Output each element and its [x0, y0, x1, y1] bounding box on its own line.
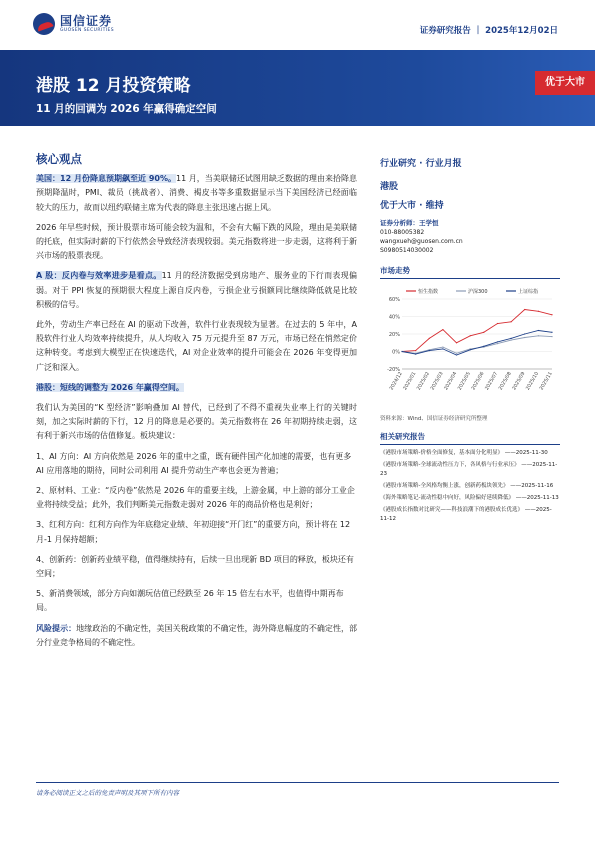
- legend-label: 沪深300: [468, 289, 488, 295]
- y-tick-label: 40%: [388, 314, 400, 321]
- x-tick-label: 2025/01: [403, 371, 418, 392]
- data-point: [524, 333, 525, 334]
- lead-risk: 风险提示：: [36, 623, 77, 633]
- related-heading: 相关研究报告: [380, 431, 560, 445]
- related-report-item[interactable]: 《港股市场策略-全球流动性压力下，各风格与行业承压》 ——2025-11-23: [380, 462, 558, 477]
- analyst-email: wangxueh@guosen.com.cn: [380, 238, 463, 245]
- data-point: [442, 329, 443, 330]
- chart-svg: [380, 283, 560, 408]
- x-tick-label: 2025/11: [539, 371, 554, 392]
- x-tick-label: 2025/10: [525, 371, 541, 392]
- section-title: 核心观点: [36, 152, 82, 166]
- page-header: [0, 0, 595, 46]
- lead-us: 美国：12 月份降息预期飙至近 90%。: [36, 174, 177, 184]
- legend-label: 上证综指: [518, 289, 539, 295]
- x-tick-label: 2025/03: [430, 371, 445, 392]
- rating-maintain: 优于大市 · 维持: [380, 201, 444, 211]
- series-line: [402, 336, 552, 354]
- chart-heading: 市场走势: [380, 265, 560, 279]
- data-point: [456, 353, 457, 354]
- bullet-dividend: 3、红利方向：红利方向作为年底稳定业绩、年初迎接“开门红”的重要方向，预计将在 12 月-1 月保持超额；: [36, 520, 351, 544]
- x-tick-label: 2025/06: [471, 371, 486, 392]
- y-tick-label: 20%: [388, 332, 400, 338]
- paragraph-us: [36, 172, 357, 215]
- footer-divider: [36, 782, 559, 783]
- data-point: [429, 350, 430, 351]
- data-point: [483, 346, 484, 347]
- data-point: [470, 349, 471, 350]
- legend-label: 恒生指数: [418, 289, 439, 295]
- main-content: [36, 152, 357, 656]
- x-tick-label: 2025/04: [443, 371, 459, 392]
- y-tick-label: 0%: [392, 349, 400, 356]
- text-risk: 地缘政治的不确定性，美国关税政策的不确定性，海外降息幅度的不确定性，部分行业竞争格局的不确定性。: [36, 623, 358, 647]
- x-tick-label: 2025/07: [484, 371, 500, 392]
- chart-source: 资料来源：Wind、国信证券经济研究所整理: [380, 416, 488, 422]
- rating-tag: 优于大市: [535, 71, 595, 95]
- paragraph-hk: 我们认为美国的“K 型经济”影响叠加 AI 替代，已经到了不得不重视失业率上行的关键时刻，加之实际时薪的下行，12 月的降息是必要的。美元指数将在 26 年初期持续走弱，这有利于新兴市场的估值修复。板块建议：: [36, 403, 357, 441]
- data-point: [551, 332, 552, 333]
- data-point: [429, 338, 430, 339]
- analyst-name: 证券分析师：王学恒: [380, 219, 439, 227]
- x-tick-label: 2025/09: [512, 371, 527, 392]
- data-point: [510, 338, 511, 339]
- data-point: [401, 351, 402, 352]
- related-report-item[interactable]: 《港股市场策略-全风格均衡上涨，创新药板块领先》 ——2025-11-16: [380, 483, 554, 489]
- data-point: [442, 347, 443, 348]
- paragraph-hk-lead: [36, 381, 357, 395]
- sidebar: [380, 156, 560, 524]
- data-point: [497, 323, 498, 324]
- bullet-ai: 1、AI 方向：AI 方向依然是 2026 年的重中之重，既有硬件国产化加速的需要，也有更多 AI 应用落地的期待，同时公司利用 AI 提升劳动生产率也会更为普遍；: [36, 451, 352, 475]
- paragraph-ashare: [36, 269, 357, 312]
- lead-hk: 港股：短线的调整为 2026 年赢得空间。: [36, 382, 184, 392]
- related-report-item[interactable]: 《海外策略笔记-流动性稳中向好，风险偏好延续降低》 ——2025-11-13: [380, 495, 559, 501]
- data-point: [456, 354, 457, 355]
- series-line: [402, 310, 552, 352]
- x-tick-label: 2025/02: [416, 371, 432, 392]
- data-point: [510, 340, 511, 341]
- logo-name-en: GUOSEN SECURITIES: [60, 27, 114, 33]
- logo-icon: [33, 13, 55, 35]
- data-point: [524, 337, 525, 338]
- report-subtitle: 11 月的回调为 2026 年赢得确定空间: [36, 103, 217, 115]
- lead-ashare: A 股：反内卷与效率进步是看点。: [36, 271, 162, 281]
- y-tick-label: 60%: [388, 297, 400, 303]
- data-point: [538, 311, 539, 312]
- data-point: [497, 341, 498, 342]
- logo-name: 国信证券: [60, 13, 113, 28]
- analyst-cert: S0980514030002: [380, 247, 434, 254]
- data-point: [483, 332, 484, 333]
- company-logo: [33, 13, 114, 35]
- related-reports-list: [380, 449, 560, 524]
- market-trend-chart: [380, 283, 560, 408]
- bullet-materials: 2、原材料、工业：“反内卷”依然是 2026 年的重要主线，上游金属，中上游的部分工业企业将持续受益；此外，我们判断美元指数走弱对 2026 年的商品价格也是利好；: [36, 486, 355, 510]
- report-category: 行业研究 · 行业月报: [380, 159, 462, 169]
- y-tick-label: -20%: [387, 367, 400, 373]
- data-point: [538, 330, 539, 331]
- x-tick-label: 2024/12: [389, 371, 404, 392]
- data-point: [415, 354, 416, 355]
- disclaimer-footer: 请务必阅读正文之后的免责声明及其项下所有内容: [36, 789, 179, 797]
- x-tick-label: 2025/05: [457, 371, 472, 392]
- paragraph-outlook: 2026 年早些时候，预计股票市场可能会较为温和，不会有大幅下跌的风险，理由是美联储的托底，但实际时薪的下行依然会导致经济表现较弱。美元指数将进一步走弱，这将利于新兴市场的股票表现。: [36, 222, 357, 261]
- data-point: [510, 321, 511, 322]
- data-point: [538, 335, 539, 336]
- paragraph-risk: [36, 622, 357, 650]
- report-type-date: 证券研究报告 ｜ 2025年12月02日: [419, 26, 558, 36]
- analyst-phone: 010-88005382: [380, 229, 425, 236]
- data-point: [442, 348, 443, 349]
- text-ashare: 11 月的经济数据受到房地产、服务业的下行而表现偏弱。对于 PPI 恢复的预期很大程度上源自反内卷，亏损企业亏损额同比继续降低就是比较积极的信号。: [36, 271, 357, 309]
- data-point: [415, 350, 416, 351]
- data-point: [497, 343, 498, 344]
- analyst-info: [380, 219, 560, 255]
- related-report-item[interactable]: 《港股成长指数对比研究——科技浪潮下的港股成长优选》 ——2025-11-12: [380, 507, 552, 522]
- data-point: [524, 309, 525, 310]
- related-report-item[interactable]: 《港股市场策略-价格全面修复，基本面分化明显》 ——2025-11-30: [380, 450, 548, 456]
- title-banner: [0, 50, 595, 126]
- data-point: [456, 342, 457, 343]
- paragraph-productivity: 此外，劳动生产率已经在 AI 的驱动下改善，软件行业表现较为显著。在过去的 5 年中，A 股软件行业人均效率持续提升，从人均收入 75 万元提升至 87 万元，市场已经在悄然定价这种转变。考虑到大模型正在快速迭代，AI 对企业效率的提升可能会在 2026 年变得更加广泛和深入。: [36, 320, 357, 372]
- bullet-pharma: 4、创新药：创新药业绩平稳，值得继续持有，后续一旦出现新 BD 项目的释放，板块还有空间；: [36, 554, 354, 579]
- data-point: [470, 335, 471, 336]
- data-point: [551, 314, 552, 315]
- report-title: 港股 12 月投资策略: [36, 76, 191, 96]
- bullet-consumption: 5、新消费领域，部分方向如潮玩估值已经跌至 26 年 15 倍左右水平，也值得中期再布局。: [36, 589, 344, 613]
- text-us: 11 月，当美联储还试图用缺乏数据的理由来拾降息预期降温时，PMI、裁员（挑战者）、消费、褐皮书等多重数据显示当下美国经济已经面临较大的压力，故而以纽约联储主席为代表的降息主张迅速占据上风。: [36, 174, 357, 212]
- x-tick-label: 2025/08: [498, 371, 513, 392]
- market-name: 港股: [380, 182, 399, 192]
- data-point: [551, 336, 552, 337]
